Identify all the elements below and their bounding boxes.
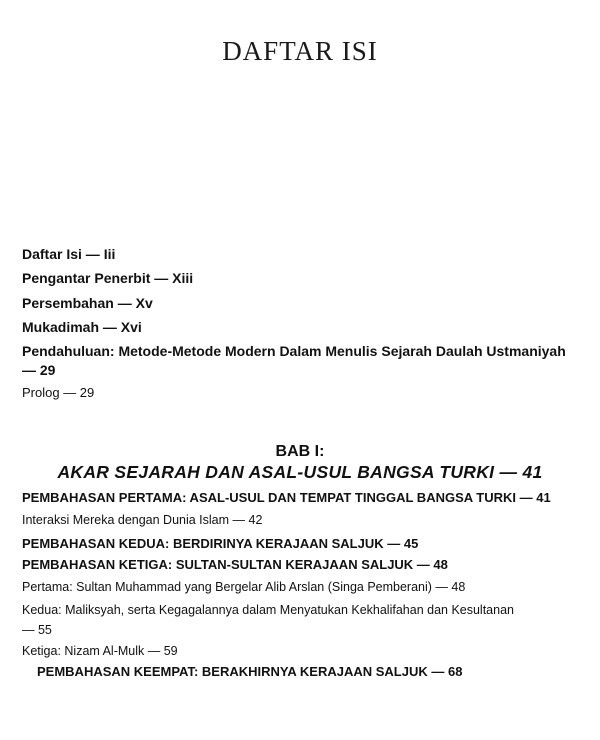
toc-entry-daftar-isi: Daftar Isi — Iii — [22, 246, 116, 262]
toc-section-keempat: PEMBAHASAN KEEMPAT: BERAKHIRNYA KERAJAAN SALJUK — 68 — [37, 664, 463, 679]
chapter-title: AKAR SEJARAH DAN ASAL-USUL BANGSA TURKI — 41 — [57, 462, 543, 482]
toc-section-kedua: PEMBAHASAN KEDUA: BERDIRINYA KERAJAAN SALJUK — 45 — [22, 536, 419, 551]
toc-sub-pertama: Pertama: Sultan Muhammad yang Bergelar Alib Arslan (Singa Pemberani) — 48 — [22, 580, 466, 594]
page-title: DAFTAR ISI — [222, 36, 378, 66]
toc-entry-pendahuluan: Pendahuluan: Metode-Metode Modern Dalam Menulis Sejarah Daulah Ustmaniyah — [22, 343, 566, 359]
toc-entry-pengantar: Pengantar Penerbit — Xiii — [22, 270, 194, 286]
toc-sub-interaksi: Interaksi Mereka dengan Dunia Islam — 42 — [22, 513, 263, 527]
toc-sub-ketiga: Ketiga: Nizam Al-Mulk — 59 — [22, 644, 178, 658]
toc-entry-mukadimah: Mukadimah — Xvi — [22, 319, 142, 335]
toc-entry-persembahan: Persembahan — Xv — [22, 295, 153, 311]
toc-sub-kedua: Kedua: Maliksyah, serta Kegagalannya dalam Menyatukan Kekhalifahan dan Kesultanan — [22, 603, 514, 617]
toc-entry-pendahuluan-page: — 29 — [22, 362, 56, 378]
toc-entry-prolog: Prolog — 29 — [22, 385, 95, 400]
toc-section-ketiga: PEMBAHASAN KETIGA: SULTAN-SULTAN KERAJAAN SALJUK — 48 — [22, 557, 448, 572]
chapter-label: BAB I: — [275, 443, 325, 460]
toc-sub-kedua-page: — 55 — [22, 623, 52, 637]
toc-section-pertama: PEMBAHASAN PERTAMA: ASAL-USUL DAN TEMPAT TINGGAL BANGSA TURKI — 41 — [22, 490, 551, 505]
